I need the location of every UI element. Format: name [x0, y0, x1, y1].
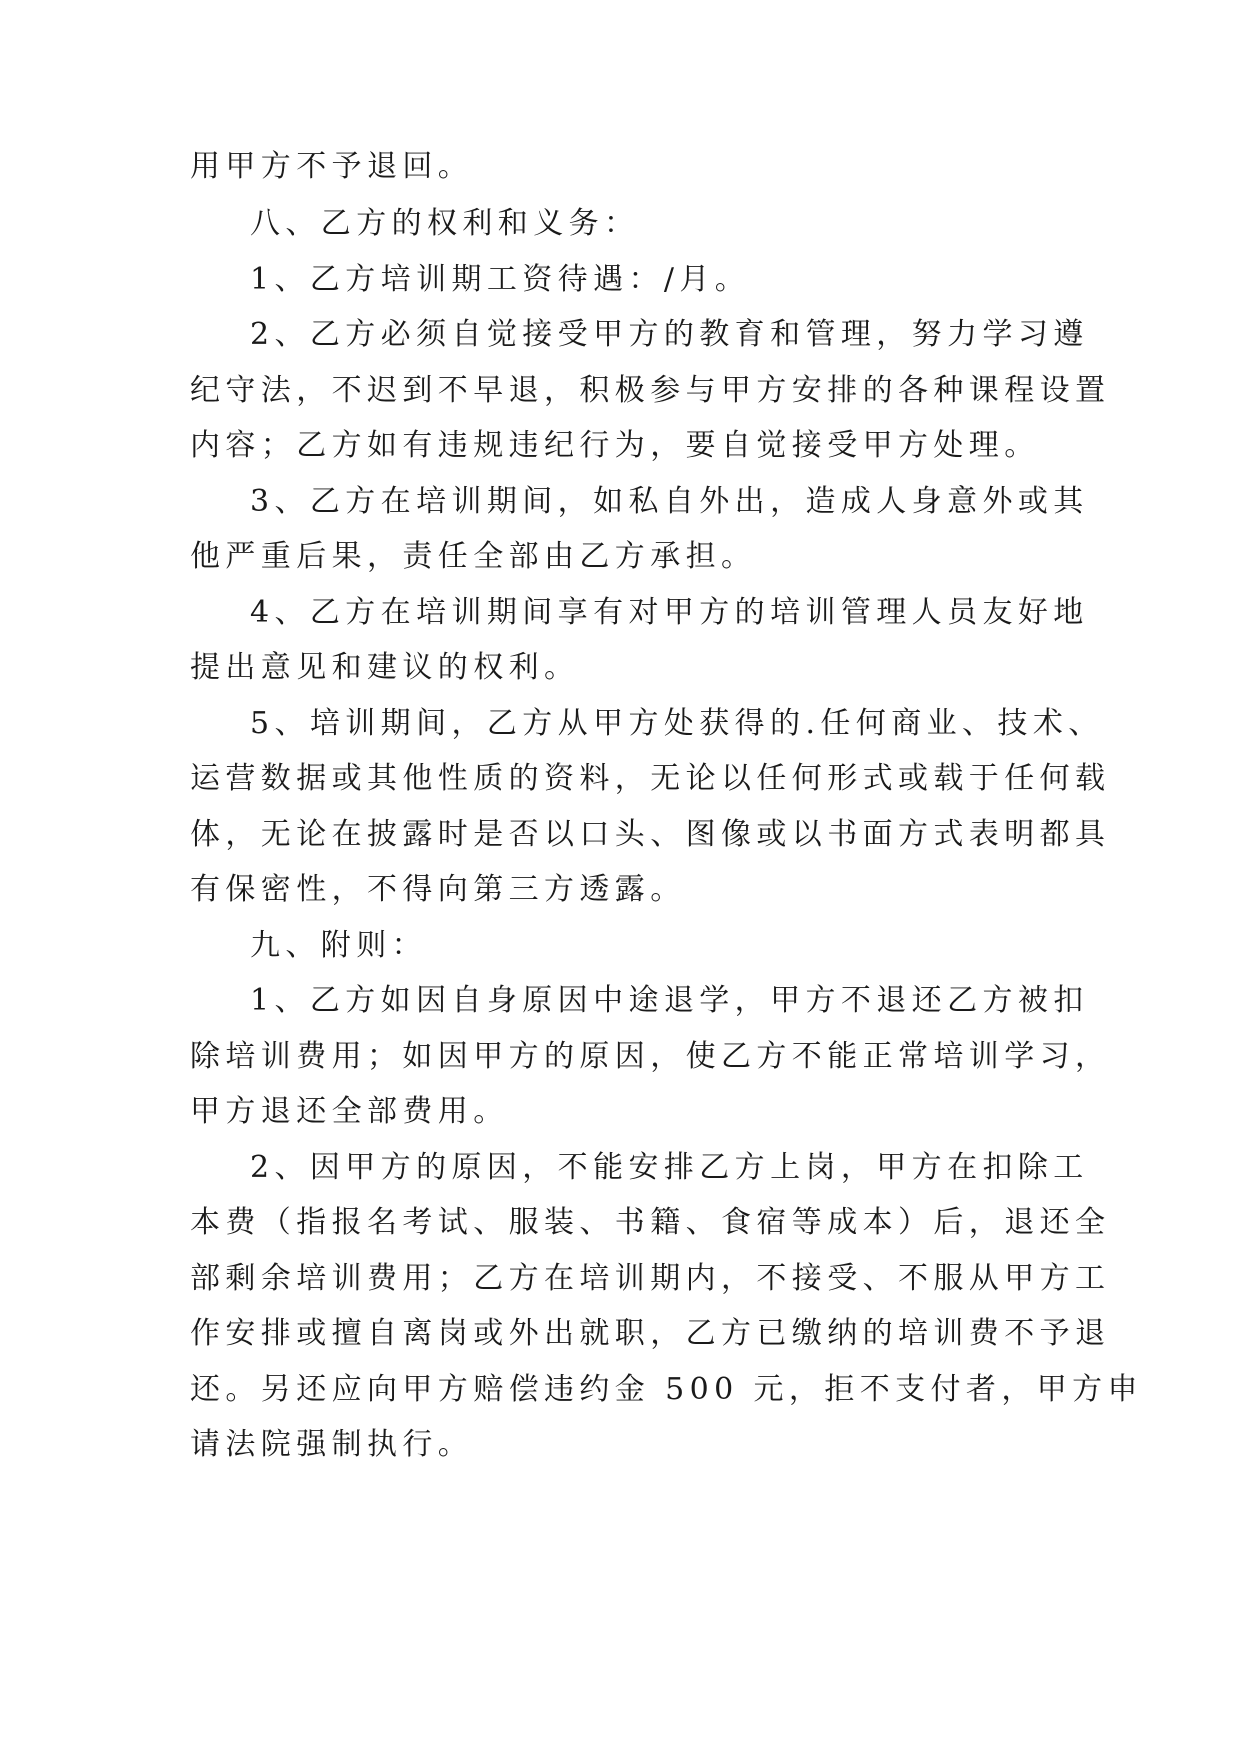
text-line: 运营数据或其他性质的资料，无论以任何形式或载于任何载	[190, 761, 1111, 796]
text-line: 1、乙方如因自身原因中途退学，甲方不退还乙方被扣	[250, 983, 1089, 1018]
text-line: 3、乙方在培训期间，如私自外出，造成人身意外或其	[250, 484, 1089, 519]
text-line: 纪守法，不迟到不早退，积极参与甲方安排的各种课程设置	[190, 373, 1111, 408]
text-line: 作安排或擅自离岗或外出就职，乙方已缴纳的培训费不予退	[190, 1316, 1111, 1351]
text-line: 本费（指报名考试、服装、书籍、食宿等成本）后，退还全	[190, 1205, 1111, 1240]
text-line: 2、因甲方的原因，不能安排乙方上岗，甲方在扣除工	[250, 1150, 1089, 1185]
text-line: 4、乙方在培训期间享有对甲方的培训管理人员友好地	[250, 595, 1089, 630]
section-heading: 九、附则：	[250, 928, 427, 963]
text-line: 除培训费用；如因甲方的原因，使乙方不能正常培训学习，	[190, 1039, 1111, 1074]
text-line: 内容；乙方如有违规违纪行为，要自觉接受甲方处理。	[190, 428, 1040, 463]
section-heading: 八、乙方的权利和义务：	[250, 206, 640, 241]
text-line: 甲方退还全部费用。	[190, 1094, 509, 1129]
text-line: 部剩余培训费用；乙方在培训期内，不接受、不服从甲方工	[190, 1261, 1111, 1296]
text-line: 有保密性，不得向第三方透露。	[190, 872, 686, 907]
text-line: 5、培训期间，乙方从甲方处获得的.任何商业、技术、	[250, 706, 1104, 741]
text-line: 用甲方不予退回。	[190, 149, 474, 184]
text-line: 提出意见和建议的权利。	[190, 650, 580, 685]
text-line: 他严重后果，责任全部由乙方承担。	[190, 539, 757, 574]
text-line: 还。另还应向甲方赔偿违约金 500 元，拒不支付者，甲方申	[190, 1372, 1143, 1407]
text-line: 1、乙方培训期工资待遇：/月。	[250, 262, 751, 297]
text-line: 体，无论在披露时是否以口头、图像或以书面方式表明都具	[190, 817, 1111, 852]
text-line: 2、乙方必须自觉接受甲方的教育和管理，努力学习遵	[250, 317, 1089, 352]
text-line: 请法院强制执行。	[190, 1427, 474, 1462]
